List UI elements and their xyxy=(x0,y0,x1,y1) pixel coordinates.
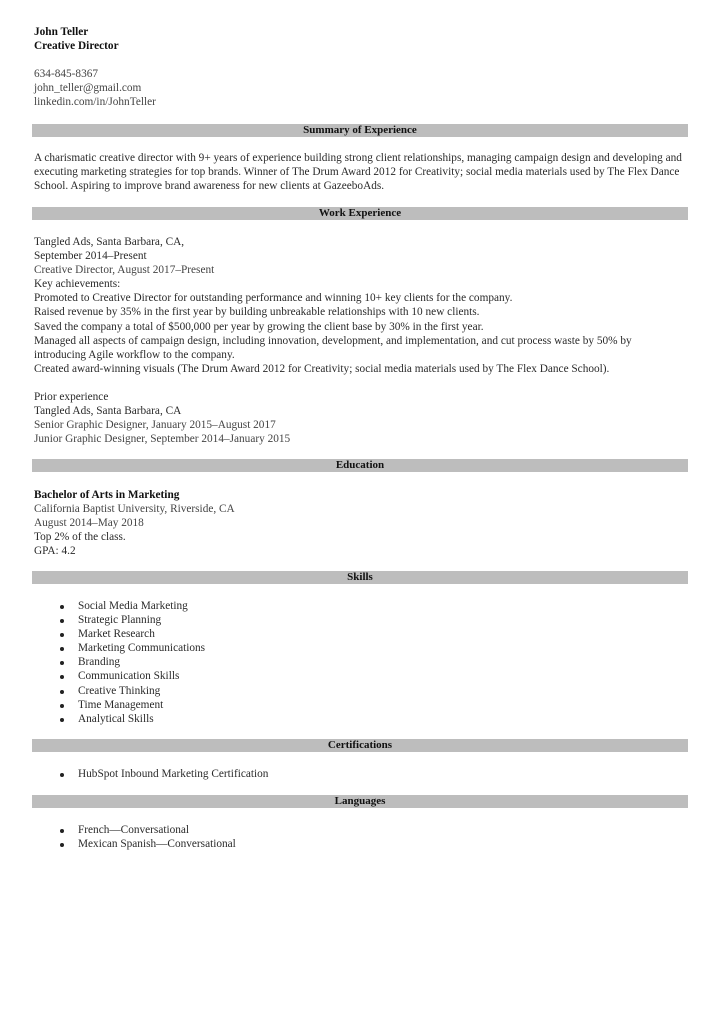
school: California Baptist University, Riverside, CA xyxy=(34,503,235,516)
bullet-icon xyxy=(60,773,64,777)
prior-role: Junior Graphic Designer, September 2014–January 2015 xyxy=(34,433,291,446)
bullet-icon xyxy=(60,661,64,665)
achievement-item: Managed all aspects of campaign design, including innovation, development, and implementation, and cut process waste by 50% by introducing Agile workflow to the company. xyxy=(34,334,632,361)
achievement-item: Raised revenue by 35% in the first year by building unbreakable relationships with 10 new clients. xyxy=(34,306,480,319)
languages-list xyxy=(58,823,236,851)
list-item xyxy=(58,627,205,641)
bullet-icon xyxy=(60,718,64,722)
section-heading-work: Work Experience xyxy=(32,207,688,220)
bullet-icon xyxy=(60,829,64,833)
certifications-list xyxy=(58,767,268,781)
section-heading-education: Education xyxy=(32,459,688,472)
section-heading-languages: Languages xyxy=(32,795,688,808)
education-dates: August 2014–May 2018 xyxy=(34,517,144,530)
prior-role: Senior Graphic Designer, January 2015–August 2017 xyxy=(34,419,276,432)
work-role: Creative Director, August 2017–Present xyxy=(34,264,215,277)
skill-label: Social Media Marketing xyxy=(78,600,188,612)
candidate-title: Creative Director xyxy=(34,40,119,53)
skill-label: Strategic Planning xyxy=(78,614,162,627)
bullet-icon xyxy=(60,690,64,694)
skill-label: Communication Skills xyxy=(78,670,180,683)
work-company: Tangled Ads, Santa Barbara, CA, xyxy=(34,236,185,248)
education-honor: Top 2% of the class. xyxy=(34,531,126,544)
achievement-item: Saved the company a total of $500,000 per year by growing the client base by 30% in the first year. xyxy=(34,320,484,333)
language-label: French—Conversational xyxy=(78,824,190,836)
prior-label: Prior experience xyxy=(34,391,109,403)
work-dates: September 2014–Present xyxy=(34,250,147,263)
list-item xyxy=(58,823,236,837)
prior-company: Tangled Ads, Santa Barbara, CA xyxy=(34,405,182,418)
list-item xyxy=(58,669,205,683)
bullet-icon xyxy=(60,675,64,679)
skill-label: Marketing Communications xyxy=(78,642,206,655)
achievements-label: Key achievements: xyxy=(34,278,121,291)
bullet-icon xyxy=(60,704,64,708)
certification-label: HubSpot Inbound Marketing Certification xyxy=(78,768,269,780)
bullet-icon xyxy=(60,647,64,651)
work-current xyxy=(34,235,690,376)
list-item xyxy=(58,641,205,655)
candidate-name: John Teller xyxy=(34,26,89,38)
skill-label: Analytical Skills xyxy=(78,712,154,725)
section-heading-certifications: Certifications xyxy=(32,739,688,752)
bullet-icon xyxy=(60,619,64,623)
list-item xyxy=(58,613,205,627)
work-prior xyxy=(34,390,690,446)
list-item xyxy=(58,599,205,613)
resume-header xyxy=(34,25,690,53)
section-heading-summary: Summary of Experience xyxy=(32,124,688,137)
skill-label: Creative Thinking xyxy=(78,684,161,697)
gpa: GPA: 4.2 xyxy=(34,545,76,558)
contact-info xyxy=(34,67,690,109)
list-item xyxy=(58,767,268,781)
skill-label: Market Research xyxy=(78,628,155,641)
achievement-item: Created award-winning visuals (The Drum Award 2012 for Creativity; social media materials used by The Flex Dance School). xyxy=(34,362,610,375)
skills-list xyxy=(58,599,205,726)
summary-paragraph: A charismatic creative director with 9+ years of experience building strong client relationships, managing campaign design and developing and executing marketing strategies for top brands. Winner of The Drum Award 2012 for Creativity; social media materials used by The Flex Dance School. Aspiring to improve brand awareness for new clients at GazeeboAds. xyxy=(34,152,682,193)
list-item xyxy=(58,684,205,698)
list-item xyxy=(58,655,205,669)
skill-label: Branding xyxy=(78,656,121,669)
list-item xyxy=(58,698,205,712)
bullet-icon xyxy=(60,605,64,609)
language-label: Mexican Spanish—Conversational xyxy=(78,838,236,851)
phone: 634-845-8367 xyxy=(34,68,99,80)
list-item xyxy=(58,712,205,726)
skill-label: Time Management xyxy=(78,698,164,711)
summary-text xyxy=(34,151,688,193)
achievement-item: Promoted to Creative Director for outstanding performance and winning 10+ key clients for the company. xyxy=(34,292,513,305)
linkedin: linkedin.com/in/JohnTeller xyxy=(34,96,156,109)
section-heading-skills: Skills xyxy=(32,571,688,584)
degree: Bachelor of Arts in Marketing xyxy=(34,489,180,501)
bullet-icon xyxy=(60,843,64,847)
bullet-icon xyxy=(60,633,64,637)
email: john_teller@gmail.com xyxy=(34,82,142,95)
list-item xyxy=(58,837,236,851)
education-entry xyxy=(34,488,690,558)
